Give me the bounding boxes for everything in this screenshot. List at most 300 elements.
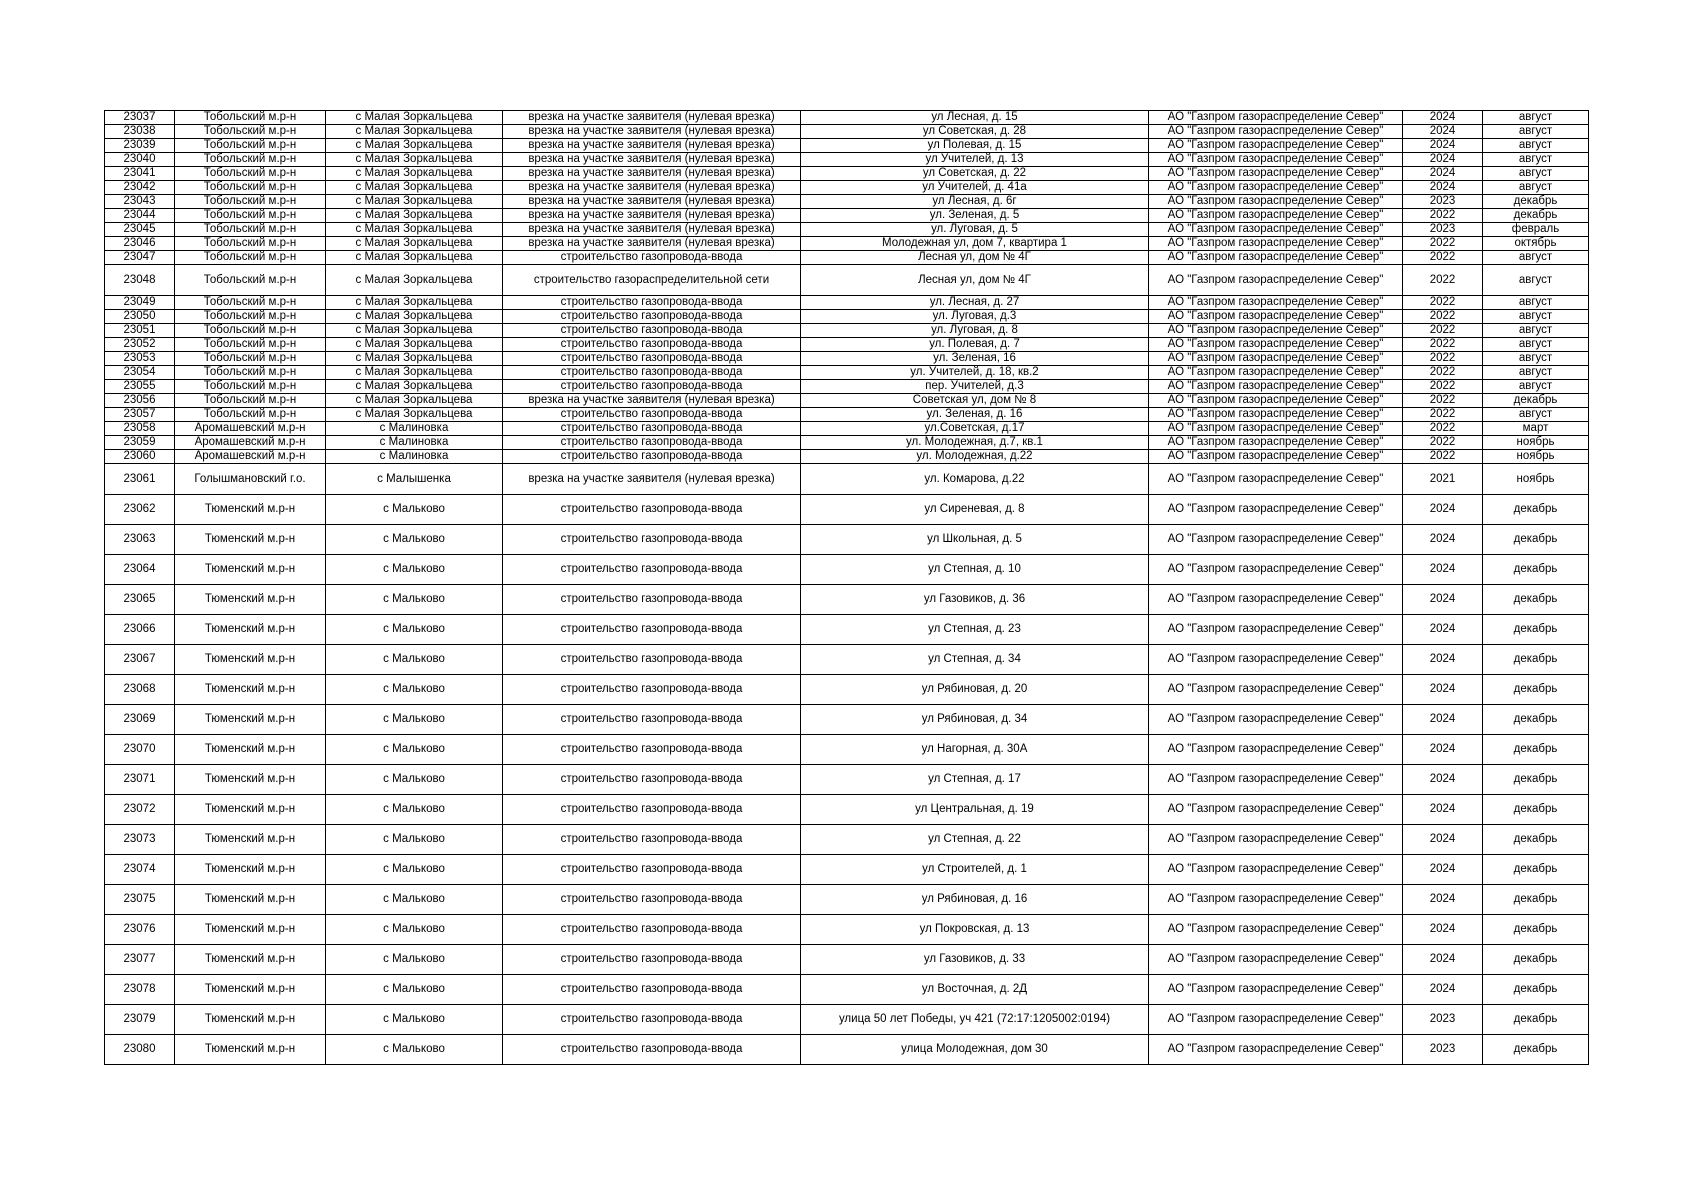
year-cell: 2022	[1403, 450, 1483, 464]
district-cell: Тюменский м.р-н	[175, 645, 326, 675]
address-cell: ул. Молодежная, д.22	[801, 450, 1149, 464]
district-cell: Тобольский м.р-н	[175, 324, 326, 338]
organization-cell: АО "Газпром газораспределение Север"	[1149, 675, 1403, 705]
table-row	[105, 265, 1589, 296]
table-row	[105, 735, 1589, 765]
address-cell: ул. Зеленая, д. 5	[801, 209, 1149, 223]
district-cell: Тюменский м.р-н	[175, 825, 326, 855]
district-cell: Тюменский м.р-н	[175, 615, 326, 645]
address-cell: ул Рябиновая, д. 34	[801, 705, 1149, 735]
record-number-cell: 23054	[105, 366, 175, 380]
settlement-cell: с Малая Зоркальцева	[326, 125, 503, 139]
record-number-cell: 23039	[105, 139, 175, 153]
record-number-cell: 23076	[105, 915, 175, 945]
month-cell: декабрь	[1483, 915, 1589, 945]
record-number-cell: 23069	[105, 705, 175, 735]
organization-cell: АО "Газпром газораспределение Север"	[1149, 209, 1403, 223]
organization-cell: АО "Газпром газораспределение Север"	[1149, 394, 1403, 408]
record-number-cell: 23079	[105, 1005, 175, 1035]
organization-cell: АО "Газпром газораспределение Север"	[1149, 338, 1403, 352]
district-cell: Тюменский м.р-н	[175, 855, 326, 885]
year-cell: 2024	[1403, 495, 1483, 525]
district-cell: Тюменский м.р-н	[175, 795, 326, 825]
year-cell: 2024	[1403, 795, 1483, 825]
work-type-cell: строительство газопровода-ввода	[503, 352, 801, 366]
organization-cell: АО "Газпром газораспределение Север"	[1149, 795, 1403, 825]
month-cell: декабрь	[1483, 495, 1589, 525]
work-type-cell: строительство газопровода-ввода	[503, 615, 801, 645]
table-row	[105, 296, 1589, 310]
record-number-cell: 23040	[105, 153, 175, 167]
table-row	[105, 380, 1589, 394]
district-cell: Тобольский м.р-н	[175, 111, 326, 125]
year-cell: 2024	[1403, 555, 1483, 585]
address-cell: Лесная ул, дом № 4Г	[801, 251, 1149, 265]
address-cell: ул Полевая, д. 15	[801, 139, 1149, 153]
address-cell: ул.Советская, д.17	[801, 422, 1149, 436]
address-cell: ул Центральная, д. 19	[801, 795, 1149, 825]
table-row	[105, 1035, 1589, 1065]
year-cell: 2024	[1403, 585, 1483, 615]
district-cell: Тюменский м.р-н	[175, 1005, 326, 1035]
table-row	[105, 181, 1589, 195]
address-cell: ул. Луговая, д. 5	[801, 223, 1149, 237]
organization-cell: АО "Газпром газораспределение Север"	[1149, 167, 1403, 181]
organization-cell: АО "Газпром газораспределение Север"	[1149, 1035, 1403, 1065]
district-cell: Тюменский м.р-н	[175, 975, 326, 1005]
work-type-cell: строительство газопровода-ввода	[503, 855, 801, 885]
district-cell: Тюменский м.р-н	[175, 555, 326, 585]
table-row	[105, 855, 1589, 885]
district-cell: Тюменский м.р-н	[175, 915, 326, 945]
settlement-cell: с Малышенка	[326, 464, 503, 495]
record-number-cell: 23077	[105, 945, 175, 975]
organization-cell: АО "Газпром газораспределение Север"	[1149, 111, 1403, 125]
year-cell: 2024	[1403, 139, 1483, 153]
table-row	[105, 585, 1589, 615]
organization-cell: АО "Газпром газораспределение Север"	[1149, 825, 1403, 855]
month-cell: август	[1483, 310, 1589, 324]
record-number-cell: 23047	[105, 251, 175, 265]
address-cell: ул Покровская, д. 13	[801, 915, 1149, 945]
organization-cell: АО "Газпром газораспределение Север"	[1149, 237, 1403, 251]
record-number-cell: 23064	[105, 555, 175, 585]
month-cell: август	[1483, 366, 1589, 380]
address-cell: Молодежная ул, дом 7, квартира 1	[801, 237, 1149, 251]
work-type-cell: строительство газопровода-ввода	[503, 1035, 801, 1065]
organization-cell: АО "Газпром газораспределение Север"	[1149, 464, 1403, 495]
organization-cell: АО "Газпром газораспределение Север"	[1149, 181, 1403, 195]
table-row	[105, 675, 1589, 705]
work-type-cell: строительство газопровода-ввода	[503, 735, 801, 765]
settlement-cell: с Мальково	[326, 735, 503, 765]
work-type-cell: строительство газопровода-ввода	[503, 251, 801, 265]
settlement-cell: с Малая Зоркальцева	[326, 195, 503, 209]
district-cell: Голышмановский г.о.	[175, 464, 326, 495]
work-type-cell: строительство газопровода-ввода	[503, 408, 801, 422]
address-cell: ул Восточная, д. 2Д	[801, 975, 1149, 1005]
district-cell: Тюменский м.р-н	[175, 675, 326, 705]
settlement-cell: с Малая Зоркальцева	[326, 181, 503, 195]
record-number-cell: 23066	[105, 615, 175, 645]
record-number-cell: 23038	[105, 125, 175, 139]
month-cell: август	[1483, 125, 1589, 139]
work-type-cell: строительство газопровода-ввода	[503, 324, 801, 338]
work-type-cell: врезка на участке заявителя (нулевая врезка)	[503, 153, 801, 167]
organization-cell: АО "Газпром газораспределение Север"	[1149, 495, 1403, 525]
year-cell: 2024	[1403, 975, 1483, 1005]
district-cell: Тюменский м.р-н	[175, 735, 326, 765]
table-row	[105, 464, 1589, 495]
record-number-cell: 23057	[105, 408, 175, 422]
record-number-cell: 23061	[105, 464, 175, 495]
district-cell: Тобольский м.р-н	[175, 167, 326, 181]
year-cell: 2024	[1403, 675, 1483, 705]
year-cell: 2024	[1403, 915, 1483, 945]
settlement-cell: с Мальково	[326, 645, 503, 675]
settlement-cell: с Мальково	[326, 975, 503, 1005]
settlement-cell: с Мальково	[326, 885, 503, 915]
address-cell: Советская ул, дом № 8	[801, 394, 1149, 408]
month-cell: август	[1483, 338, 1589, 352]
work-type-cell: врезка на участке заявителя (нулевая врезка)	[503, 464, 801, 495]
table-row	[105, 139, 1589, 153]
record-number-cell: 23056	[105, 394, 175, 408]
work-type-cell: строительство газопровода-ввода	[503, 885, 801, 915]
organization-cell: АО "Газпром газораспределение Север"	[1149, 855, 1403, 885]
work-type-cell: строительство газопровода-ввода	[503, 436, 801, 450]
table-row	[105, 153, 1589, 167]
work-type-cell: строительство газопровода-ввода	[503, 825, 801, 855]
year-cell: 2022	[1403, 237, 1483, 251]
settlement-cell: с Малая Зоркальцева	[326, 167, 503, 181]
organization-cell: АО "Газпром газораспределение Север"	[1149, 380, 1403, 394]
work-type-cell: строительство газопровода-ввода	[503, 975, 801, 1005]
month-cell: декабрь	[1483, 825, 1589, 855]
organization-cell: АО "Газпром газораспределение Север"	[1149, 408, 1403, 422]
record-number-cell: 23065	[105, 585, 175, 615]
organization-cell: АО "Газпром газораспределение Север"	[1149, 296, 1403, 310]
year-cell: 2022	[1403, 324, 1483, 338]
record-number-cell: 23073	[105, 825, 175, 855]
record-number-cell: 23080	[105, 1035, 175, 1065]
year-cell: 2022	[1403, 394, 1483, 408]
organization-cell: АО "Газпром газораспределение Север"	[1149, 195, 1403, 209]
month-cell: декабрь	[1483, 525, 1589, 555]
settlement-cell: с Мальково	[326, 945, 503, 975]
organization-cell: АО "Газпром газораспределение Север"	[1149, 765, 1403, 795]
work-type-cell: строительство газопровода-ввода	[503, 338, 801, 352]
table-row	[105, 251, 1589, 265]
address-cell: ул. Учителей, д. 18, кв.2	[801, 366, 1149, 380]
month-cell: декабрь	[1483, 645, 1589, 675]
month-cell: декабрь	[1483, 705, 1589, 735]
record-number-cell: 23042	[105, 181, 175, 195]
year-cell: 2023	[1403, 195, 1483, 209]
year-cell: 2022	[1403, 251, 1483, 265]
work-type-cell: строительство газопровода-ввода	[503, 945, 801, 975]
address-cell: улица 50 лет Победы, уч 421 (72:17:1205002:0194)	[801, 1005, 1149, 1035]
address-cell: ул. Лесная, д. 27	[801, 296, 1149, 310]
settlement-cell: с Малая Зоркальцева	[326, 251, 503, 265]
organization-cell: АО "Газпром газораспределение Север"	[1149, 450, 1403, 464]
table-row	[105, 975, 1589, 1005]
table-row	[105, 825, 1589, 855]
settlement-cell: с Мальково	[326, 825, 503, 855]
work-type-cell: строительство газопровода-ввода	[503, 296, 801, 310]
year-cell: 2024	[1403, 181, 1483, 195]
month-cell: февраль	[1483, 223, 1589, 237]
work-type-cell: строительство газопровода-ввода	[503, 366, 801, 380]
district-cell: Тюменский м.р-н	[175, 495, 326, 525]
settlement-cell: с Малая Зоркальцева	[326, 380, 503, 394]
year-cell: 2024	[1403, 885, 1483, 915]
district-cell: Тобольский м.р-н	[175, 195, 326, 209]
table-row	[105, 525, 1589, 555]
address-cell: Лесная ул, дом № 4Г	[801, 265, 1149, 296]
settlement-cell: с Малая Зоркальцева	[326, 153, 503, 167]
district-cell: Тобольский м.р-н	[175, 352, 326, 366]
record-number-cell: 23075	[105, 885, 175, 915]
year-cell: 2023	[1403, 1005, 1483, 1035]
address-cell: ул Газовиков, д. 36	[801, 585, 1149, 615]
record-number-cell: 23049	[105, 296, 175, 310]
month-cell: август	[1483, 167, 1589, 181]
address-cell: ул. Полевая, д. 7	[801, 338, 1149, 352]
table-row	[105, 495, 1589, 525]
work-type-cell: врезка на участке заявителя (нулевая врезка)	[503, 125, 801, 139]
settlement-cell: с Малая Зоркальцева	[326, 237, 503, 251]
month-cell: декабрь	[1483, 855, 1589, 885]
month-cell: март	[1483, 422, 1589, 436]
settlement-cell: с Малая Зоркальцева	[326, 352, 503, 366]
month-cell: декабрь	[1483, 945, 1589, 975]
record-number-cell: 23044	[105, 209, 175, 223]
month-cell: август	[1483, 265, 1589, 296]
address-cell: ул Советская, д. 22	[801, 167, 1149, 181]
settlement-cell: с Мальково	[326, 1005, 503, 1035]
organization-cell: АО "Газпром газораспределение Север"	[1149, 265, 1403, 296]
organization-cell: АО "Газпром газораспределение Север"	[1149, 525, 1403, 555]
district-cell: Тобольский м.р-н	[175, 380, 326, 394]
year-cell: 2022	[1403, 352, 1483, 366]
records-table	[104, 110, 1589, 1065]
organization-cell: АО "Газпром газораспределение Север"	[1149, 436, 1403, 450]
settlement-cell: с Малая Зоркальцева	[326, 338, 503, 352]
settlement-cell: с Малиновка	[326, 436, 503, 450]
work-type-cell: строительство газопровода-ввода	[503, 450, 801, 464]
year-cell: 2024	[1403, 705, 1483, 735]
record-number-cell: 23037	[105, 111, 175, 125]
work-type-cell: строительство газопровода-ввода	[503, 525, 801, 555]
address-cell: ул. Зеленая, д. 16	[801, 408, 1149, 422]
district-cell: Тюменский м.р-н	[175, 1035, 326, 1065]
month-cell: декабрь	[1483, 675, 1589, 705]
month-cell: декабрь	[1483, 885, 1589, 915]
address-cell: ул Степная, д. 34	[801, 645, 1149, 675]
record-number-cell: 23051	[105, 324, 175, 338]
year-cell: 2024	[1403, 855, 1483, 885]
table-row	[105, 195, 1589, 209]
organization-cell: АО "Газпром газораспределение Север"	[1149, 615, 1403, 645]
settlement-cell: с Мальково	[326, 705, 503, 735]
record-number-cell: 23067	[105, 645, 175, 675]
organization-cell: АО "Газпром газораспределение Север"	[1149, 139, 1403, 153]
table-row	[105, 422, 1589, 436]
month-cell: август	[1483, 153, 1589, 167]
month-cell: август	[1483, 408, 1589, 422]
record-number-cell: 23041	[105, 167, 175, 181]
settlement-cell: с Мальково	[326, 495, 503, 525]
table-row	[105, 338, 1589, 352]
table-row	[105, 645, 1589, 675]
organization-cell: АО "Газпром газораспределение Север"	[1149, 885, 1403, 915]
address-cell: ул Лесная, д. 15	[801, 111, 1149, 125]
table-row	[105, 795, 1589, 825]
settlement-cell: с Мальково	[326, 615, 503, 645]
work-type-cell: врезка на участке заявителя (нулевая врезка)	[503, 195, 801, 209]
year-cell: 2024	[1403, 167, 1483, 181]
month-cell: август	[1483, 380, 1589, 394]
organization-cell: АО "Газпром газораспределение Север"	[1149, 366, 1403, 380]
record-number-cell: 23072	[105, 795, 175, 825]
table-row	[105, 555, 1589, 585]
record-number-cell: 23046	[105, 237, 175, 251]
district-cell: Тюменский м.р-н	[175, 885, 326, 915]
table-row	[105, 111, 1589, 125]
work-type-cell: строительство газопровода-ввода	[503, 585, 801, 615]
year-cell: 2022	[1403, 422, 1483, 436]
table-row	[105, 915, 1589, 945]
organization-cell: АО "Газпром газораспределение Север"	[1149, 324, 1403, 338]
work-type-cell: строительство газопровода-ввода	[503, 795, 801, 825]
address-cell: ул Газовиков, д. 33	[801, 945, 1149, 975]
address-cell: ул. Луговая, д. 8	[801, 324, 1149, 338]
month-cell: декабрь	[1483, 735, 1589, 765]
table-row	[105, 223, 1589, 237]
table-row	[105, 945, 1589, 975]
district-cell: Тобольский м.р-н	[175, 338, 326, 352]
address-cell: ул Строителей, д. 1	[801, 855, 1149, 885]
work-type-cell: врезка на участке заявителя (нулевая врезка)	[503, 181, 801, 195]
district-cell: Тобольский м.р-н	[175, 125, 326, 139]
year-cell: 2023	[1403, 1035, 1483, 1065]
settlement-cell: с Малая Зоркальцева	[326, 324, 503, 338]
work-type-cell: врезка на участке заявителя (нулевая врезка)	[503, 111, 801, 125]
month-cell: ноябрь	[1483, 464, 1589, 495]
settlement-cell: с Мальково	[326, 765, 503, 795]
table-row	[105, 765, 1589, 795]
organization-cell: АО "Газпром газораспределение Север"	[1149, 352, 1403, 366]
month-cell: август	[1483, 251, 1589, 265]
record-number-cell: 23052	[105, 338, 175, 352]
table-row	[105, 705, 1589, 735]
district-cell: Тобольский м.р-н	[175, 310, 326, 324]
address-cell: ул. Молодежная, д.7, кв.1	[801, 436, 1149, 450]
district-cell: Тюменский м.р-н	[175, 525, 326, 555]
organization-cell: АО "Газпром газораспределение Север"	[1149, 422, 1403, 436]
settlement-cell: с Мальково	[326, 1035, 503, 1065]
table-body	[105, 111, 1589, 1065]
table-row	[105, 324, 1589, 338]
settlement-cell: с Малая Зоркальцева	[326, 111, 503, 125]
work-type-cell: врезка на участке заявителя (нулевая врезка)	[503, 139, 801, 153]
address-cell: улица Молодежная, дом 30	[801, 1035, 1149, 1065]
district-cell: Тюменский м.р-н	[175, 945, 326, 975]
settlement-cell: с Малая Зоркальцева	[326, 265, 503, 296]
year-cell: 2022	[1403, 338, 1483, 352]
month-cell: август	[1483, 181, 1589, 195]
settlement-cell: с Мальково	[326, 555, 503, 585]
organization-cell: АО "Газпром газораспределение Север"	[1149, 585, 1403, 615]
year-cell: 2024	[1403, 125, 1483, 139]
year-cell: 2022	[1403, 310, 1483, 324]
record-number-cell: 23055	[105, 380, 175, 394]
record-number-cell: 23071	[105, 765, 175, 795]
year-cell: 2024	[1403, 153, 1483, 167]
record-number-cell: 23078	[105, 975, 175, 1005]
table-row	[105, 237, 1589, 251]
organization-cell: АО "Газпром газораспределение Север"	[1149, 310, 1403, 324]
settlement-cell: с Малая Зоркальцева	[326, 139, 503, 153]
work-type-cell: строительство газопровода-ввода	[503, 915, 801, 945]
address-cell: ул Учителей, д. 13	[801, 153, 1149, 167]
year-cell: 2024	[1403, 615, 1483, 645]
month-cell: декабрь	[1483, 209, 1589, 223]
year-cell: 2022	[1403, 209, 1483, 223]
month-cell: декабрь	[1483, 195, 1589, 209]
month-cell: декабрь	[1483, 1035, 1589, 1065]
district-cell: Аромашевский м.р-н	[175, 436, 326, 450]
settlement-cell: с Малая Зоркальцева	[326, 310, 503, 324]
address-cell: ул Нагорная, д. 30А	[801, 735, 1149, 765]
settlement-cell: с Малая Зоркальцева	[326, 296, 503, 310]
address-cell: ул. Комарова, д.22	[801, 464, 1149, 495]
month-cell: август	[1483, 352, 1589, 366]
district-cell: Тюменский м.р-н	[175, 765, 326, 795]
record-number-cell: 23058	[105, 422, 175, 436]
address-cell: ул Степная, д. 22	[801, 825, 1149, 855]
district-cell: Тюменский м.р-н	[175, 585, 326, 615]
address-cell: ул Степная, д. 23	[801, 615, 1149, 645]
year-cell: 2024	[1403, 525, 1483, 555]
district-cell: Тобольский м.р-н	[175, 408, 326, 422]
settlement-cell: с Мальково	[326, 855, 503, 885]
year-cell: 2024	[1403, 735, 1483, 765]
table-row	[105, 1005, 1589, 1035]
settlement-cell: с Мальково	[326, 585, 503, 615]
address-cell: ул Школьная, д. 5	[801, 525, 1149, 555]
year-cell: 2021	[1403, 464, 1483, 495]
table-row	[105, 352, 1589, 366]
settlement-cell: с Малая Зоркальцева	[326, 394, 503, 408]
address-cell: ул Рябиновая, д. 20	[801, 675, 1149, 705]
work-type-cell: врезка на участке заявителя (нулевая врезка)	[503, 209, 801, 223]
work-type-cell: врезка на участке заявителя (нулевая врезка)	[503, 237, 801, 251]
record-number-cell: 23068	[105, 675, 175, 705]
record-number-cell: 23074	[105, 855, 175, 885]
organization-cell: АО "Газпром газораспределение Север"	[1149, 555, 1403, 585]
address-cell: ул. Зеленая, 16	[801, 352, 1149, 366]
district-cell: Тобольский м.р-н	[175, 394, 326, 408]
record-number-cell: 23043	[105, 195, 175, 209]
table-row	[105, 450, 1589, 464]
table-row	[105, 408, 1589, 422]
month-cell: декабрь	[1483, 394, 1589, 408]
address-cell: ул Степная, д. 10	[801, 555, 1149, 585]
month-cell: декабрь	[1483, 555, 1589, 585]
work-type-cell: строительство газопровода-ввода	[503, 765, 801, 795]
